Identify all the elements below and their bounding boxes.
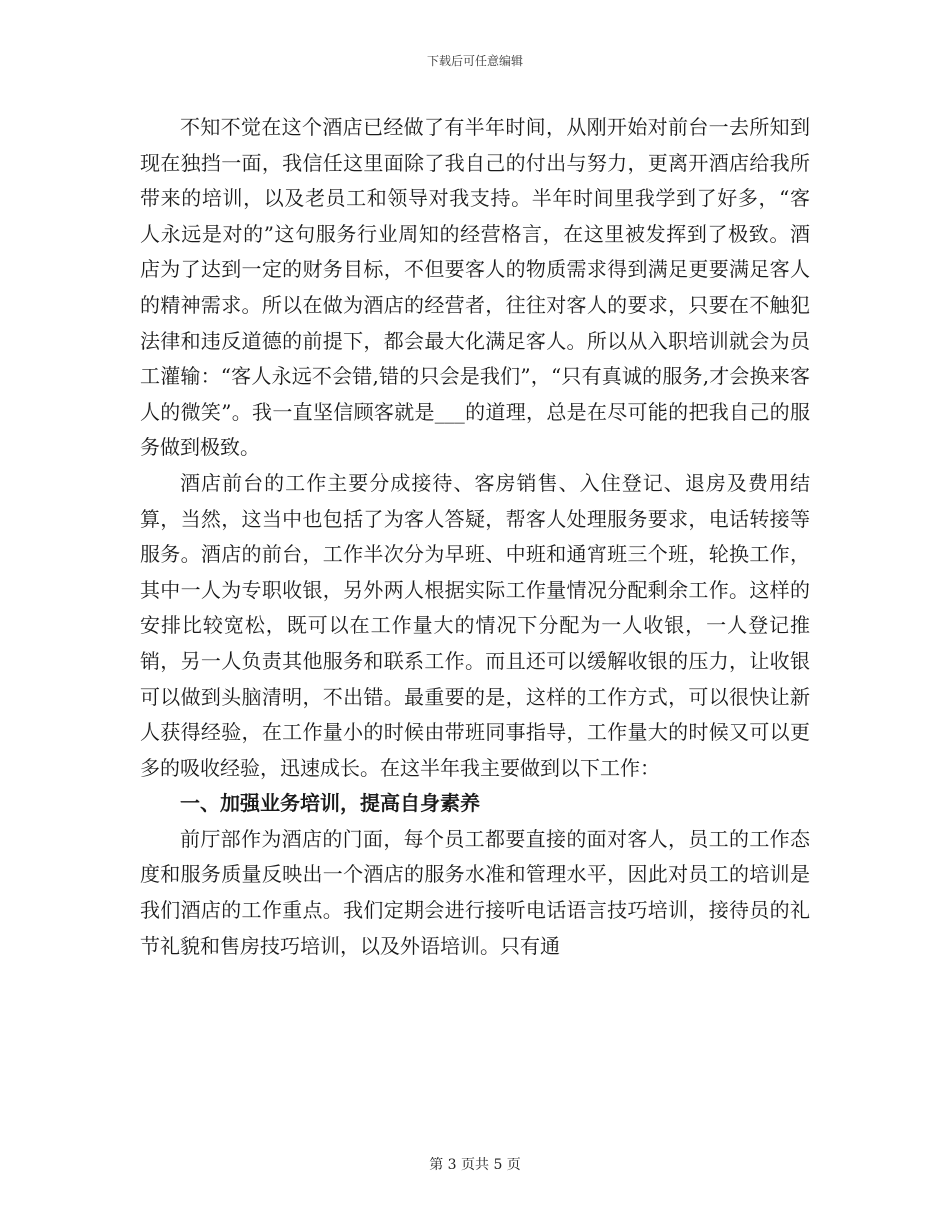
- section-heading-training: 一、加强业务培训，提高自身素养: [180, 791, 480, 816]
- paragraph-front-desk-work: 酒店前台的工作主要分成接待、客房销售、入住登记、退房及费用结算，当然，这当中也包括了为客人答疑，帮客人处理服务要求，电话转接等服务。酒店的前台，工作半次分为早班、中班和通宵班三个班，轮换工作，其中一人为专职收银，另外两人根据实际工作量情况分配剩余工作。这样的安排比较宽松，既可以在工作量大的情况下分配为一人收银，一人登记推销，另一人负责其他服务和联系工作。而且还可以缓解收银的压力，让收银可以做到头脑清明，不出错。最重要的是，这样的工作方式，可以很快让新人获得经验，在工作量小的时候由带班同事指导，工作量大的时候又可以更多的吸收经验，迅速成长。在这半年我主要做到以下工作：: [140, 470, 810, 780]
- paragraph-intro: 不知不觉在这个酒店已经做了有半年时间，从刚开始对前台一去所知到现在独挡一面，我信任这里面除了我自己的付出与努力，更离开酒店给我所带来的培训，以及老员工和领导对我支持。半年时间里我学到了好多，“客人永远是对的”这句服务行业周知的经营格言，在这里被发挥到了极致。酒店为了达到一定的财务目标，不但要客人的物质需求得到满足更要满足客人的精神需求。所以在做为酒店的经营者，往往对客人的要求，只要在不触犯法律和违反道德的前提下，都会最大化满足客人。所以从入职培训就会为员工灌输：“客人永远不会错,错的只会是我们”，“只有真诚的服务,才会换来客人的微笑”。我一直坚信顾客就是___的道理，总是在尽可能的把我自己的服务做到极致。: [140, 115, 810, 460]
- page-header: 下载后可任意编辑: [426, 54, 523, 68]
- document-body: [140, 110, 810, 964]
- paragraph-training: 前厅部作为酒店的门面，每个员工都要直接的面对客人，员工的工作态度和服务质量反映出一个酒店的服务水准和管理水平，因此对员工的培训是我们酒店的工作重点。我们定期会进行接听电话语言技巧培训，接待员的礼节礼貌和售房技巧培训，以及外语培训。只有通: [140, 826, 810, 958]
- page-number: 第 3 页共 5 页: [429, 1157, 521, 1173]
